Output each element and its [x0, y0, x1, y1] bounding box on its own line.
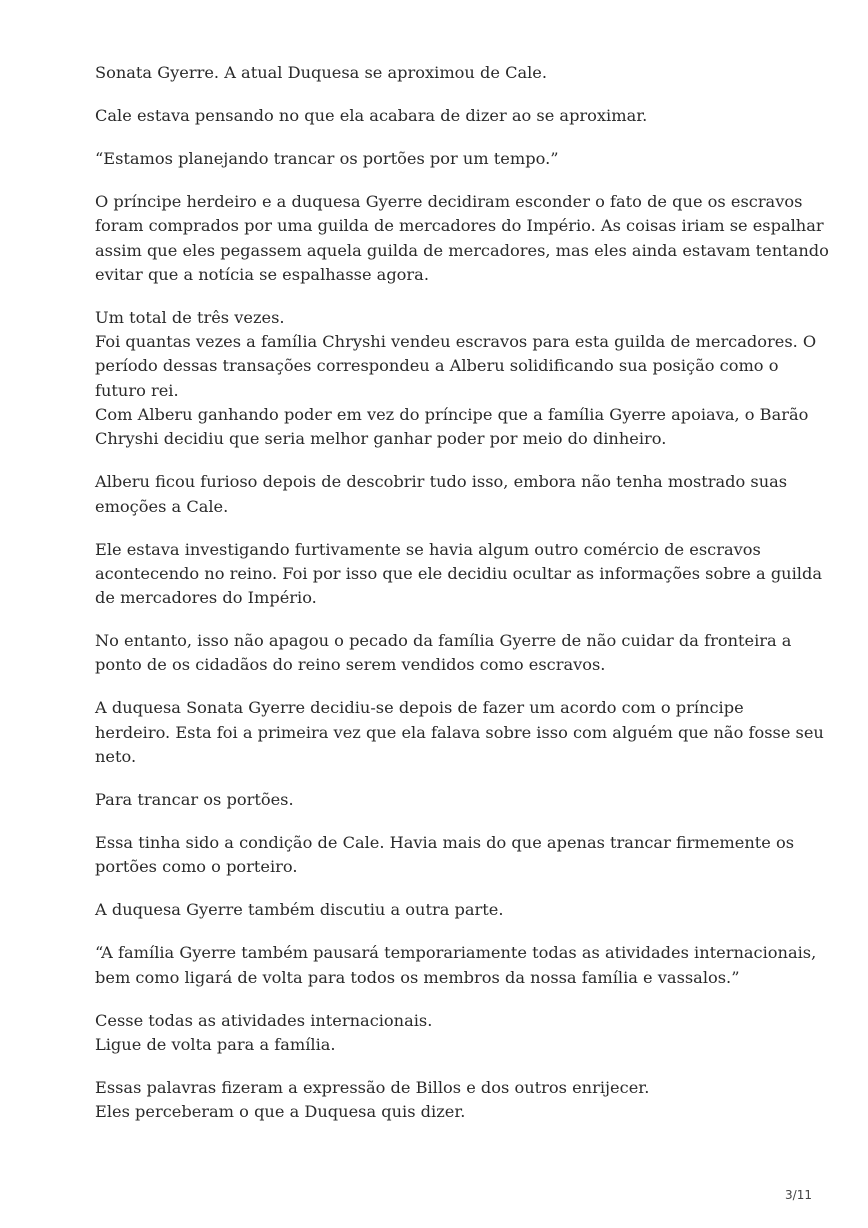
text-line: assim que eles pegassem aquela guilda de mercadores, mas eles ainda estavam tentando: [95, 240, 829, 260]
text-line: ponto de os cidadãos do reino serem vendidos como escravos.: [95, 655, 606, 675]
text-line: bem como ligará de volta para todos os membros da nossa família e vassalos.”: [95, 967, 740, 987]
text-line: Alberu ficou furioso depois de descobrir tudo isso, embora não tenha mostrado suas: [95, 472, 788, 492]
paragraph: [95, 941, 817, 990]
paragraph: [95, 470, 795, 519]
document-body: [95, 61, 829, 1143]
text-line: A duquesa Sonata Gyerre decidiu-se depois de fazer um acordo com o príncipe: [95, 698, 744, 718]
paragraph: [95, 61, 795, 85]
text-line: foram comprados por uma guilda de mercadores do Império. As coisas iriam se espalhar: [95, 216, 824, 236]
paragraph: [95, 1076, 795, 1125]
text-line: Essas palavras fizeram a expressão de Billos e dos outros enrijecer.: [95, 1077, 650, 1097]
text-line: Foi quantas vezes a família Chryshi vendeu escravos para esta guilda de mercadores. O: [95, 332, 817, 352]
text-line: Para trancar os portões.: [95, 790, 294, 810]
text-line: “Estamos planejando trancar os portões por um tempo.”: [95, 148, 559, 168]
text-line: Um total de três vezes.: [95, 307, 285, 327]
text-line: período dessas transações correspondeu a Alberu solidificando sua posição como o: [95, 356, 779, 376]
paragraph: [95, 538, 822, 611]
paragraph: [95, 306, 817, 452]
text-line: “A família Gyerre também pausará temporariamente todas as atividades internacionais,: [95, 943, 817, 963]
text-line: Ele estava investigando furtivamente se havia algum outro comércio de escravos: [95, 539, 761, 559]
paragraph: [95, 898, 795, 922]
text-line: Com Alberu ganhando poder em vez do príncipe que a família Gyerre apoiava, o Barão: [95, 405, 809, 425]
text-line: Ligue de volta para a família.: [95, 1034, 336, 1054]
text-line: Eles perceberam o que a Duquesa quis dizer.: [95, 1102, 466, 1122]
text-line: Sonata Gyerre. A atual Duquesa se aproximou de Cale.: [95, 63, 548, 82]
text-line: herdeiro. Esta foi a primeira vez que ela falava sobre isso com alguém que não fosse seu: [95, 722, 824, 742]
paragraph: [95, 104, 795, 128]
paragraph: [95, 147, 795, 171]
paragraph: [95, 831, 795, 880]
text-line: de mercadores do Império.: [95, 588, 317, 608]
text-line: portões como o porteiro.: [95, 857, 298, 877]
text-line: O príncipe herdeiro e a duquesa Gyerre decidiram esconder o fato de que os escravos: [95, 191, 803, 211]
text-line: futuro rei.: [95, 380, 179, 400]
text-line: neto.: [95, 747, 137, 767]
text-line: No entanto, isso não apagou o pecado da família Gyerre de não cuidar da fronteira a: [95, 631, 792, 651]
text-line: acontecendo no reino. Foi por isso que ele decidiu ocultar as informações sobre a guilda: [95, 563, 822, 583]
paragraph: [95, 696, 824, 769]
paragraph: [95, 629, 795, 678]
text-line: Cesse todas as atividades internacionais.: [95, 1010, 433, 1030]
text-line: Chryshi decidiu que seria melhor ganhar poder por meio do dinheiro.: [95, 429, 667, 449]
paragraph: [95, 788, 795, 812]
paragraph: [95, 190, 829, 287]
text-line: emoções a Cale.: [95, 496, 229, 516]
paragraph: [95, 1009, 795, 1058]
text-line: Essa tinha sido a condição de Cale. Havia mais do que apenas trancar firmemente os: [95, 833, 795, 852]
page-number: 3/11: [785, 1188, 812, 1202]
text-line: Cale estava pensando no que ela acabara de dizer ao se aproximar.: [95, 105, 648, 125]
text-line: evitar que a notícia se espalhasse agora.: [95, 264, 429, 284]
text-line: A duquesa Gyerre também discutiu a outra parte.: [95, 900, 504, 920]
